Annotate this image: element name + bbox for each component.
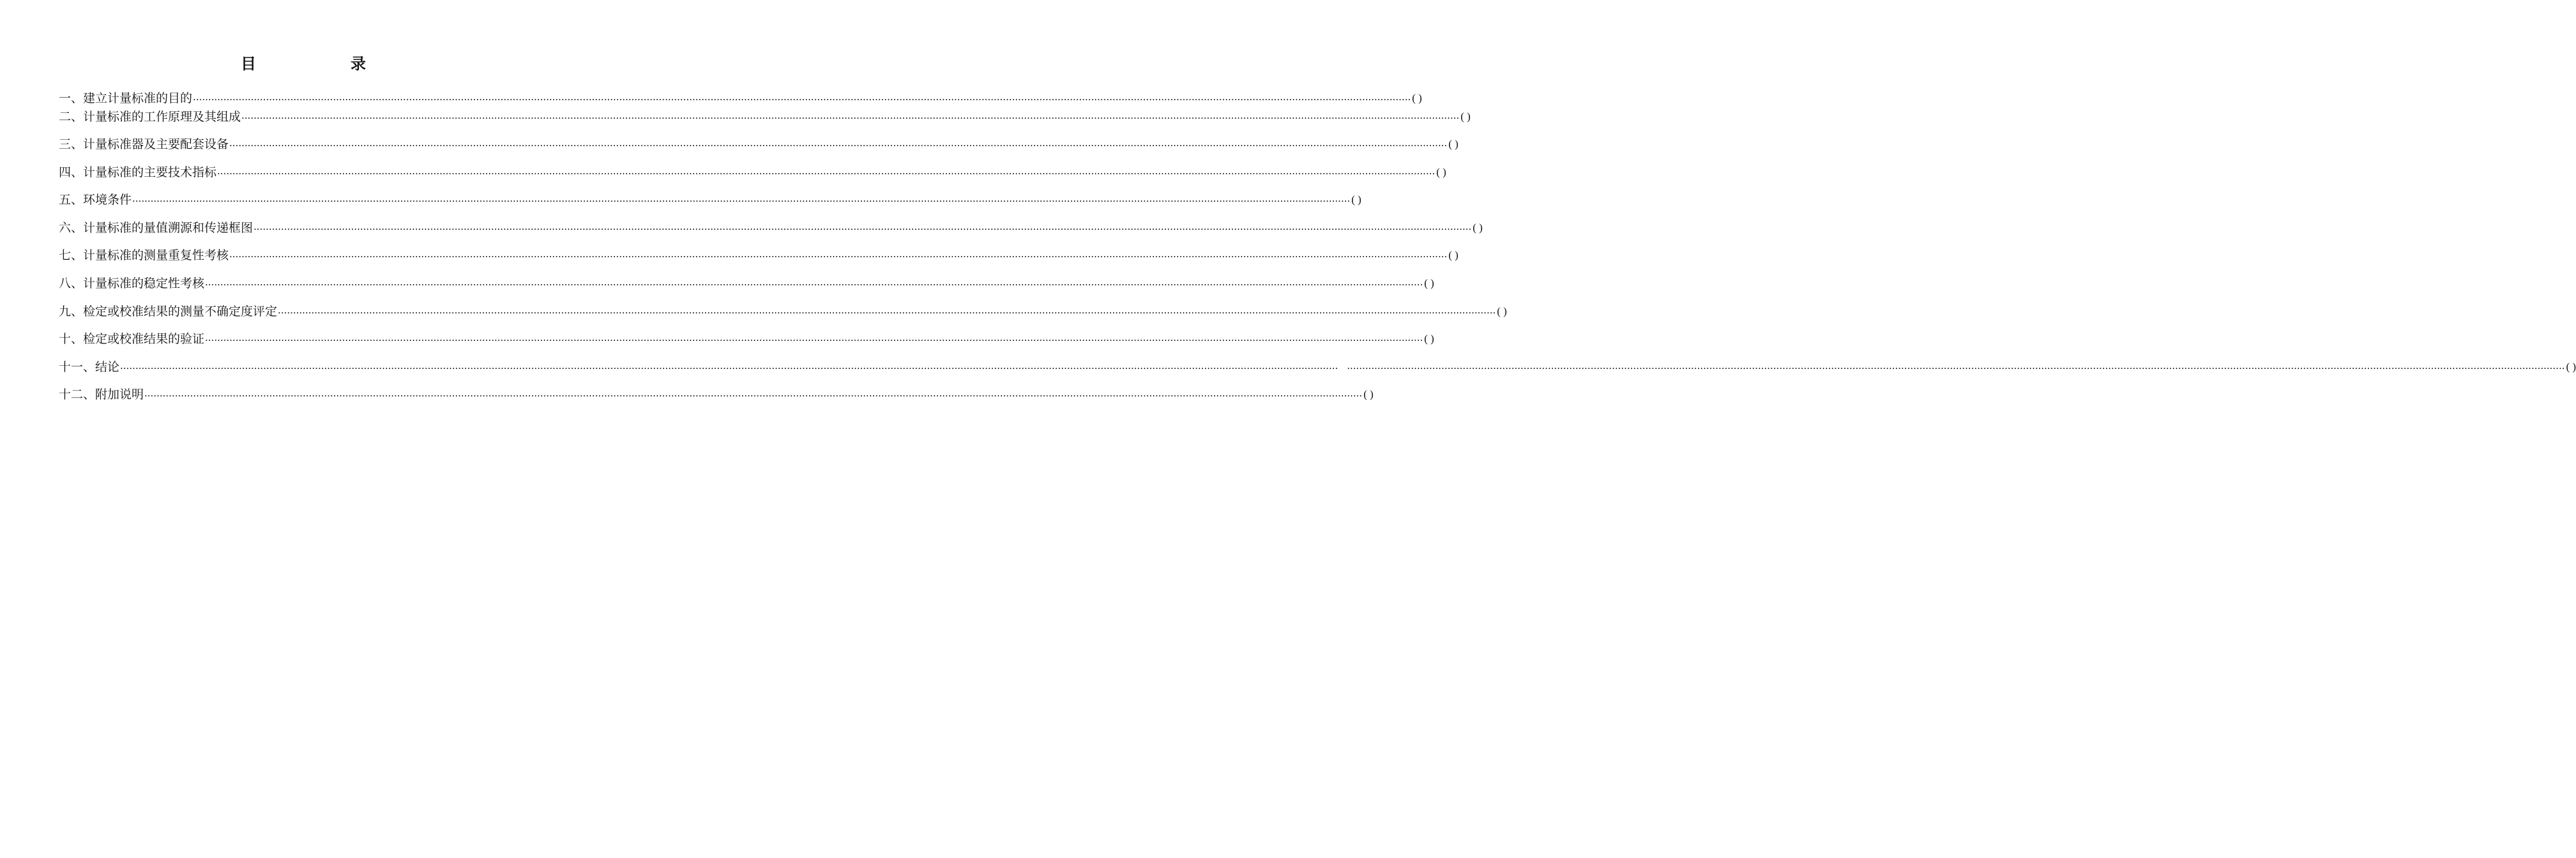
toc-entry-page: ( )	[1436, 166, 1446, 178]
dot-leader: ················································································································································································································································································································································································································	[229, 140, 1448, 151]
toc-entry	[59, 386, 1374, 403]
dot-leader: ················································································································································································································································································································································································································	[229, 251, 1448, 262]
page-title: 目 录	[241, 55, 405, 73]
dot-leader-segment: ················································································································································································································································································································································································································	[120, 363, 1338, 374]
toc-entry-label: 五、环境条件	[59, 193, 132, 207]
toc-entry-label: 十一、结论	[59, 360, 120, 374]
toc-entry	[59, 359, 2576, 375]
dot-leader: ················································································································································································································································································································································································································	[205, 335, 1423, 346]
toc-entry-label: 三、计量标准器及主要配套设备	[59, 137, 229, 151]
toc-entry-label: 四、计量标准的主要技术指标	[59, 165, 217, 179]
toc-entry	[59, 331, 1434, 347]
dot-leader: ················································································································································································································································································································································································································	[132, 195, 1351, 207]
toc-entry-label: 九、检定或校准结果的测量不确定度评定	[59, 305, 278, 319]
toc-entry-page: ( )	[1497, 305, 1507, 317]
dot-leader: ················································································································································································································································································································································································································	[205, 279, 1423, 290]
toc-entry-page: ( )	[1424, 333, 1434, 345]
toc-entry	[59, 247, 1458, 264]
toc-entry-page: ( )	[1448, 249, 1458, 261]
toc-entry-page: ( )	[1412, 92, 1422, 104]
dot-leader: ················································································································································································································································································································································································································	[144, 390, 1363, 402]
toc-entry-page: ( )	[1448, 138, 1458, 150]
toc-entry	[59, 192, 1361, 208]
dot-leader: ················································································································································································································································································································································································································	[241, 112, 1460, 124]
dot-leader: ················································································································································································································································································································································································································	[217, 168, 1436, 179]
toc-entry	[59, 220, 1483, 236]
toc-entry-page: ( )	[1351, 193, 1361, 206]
dot-leader	[120, 361, 2565, 375]
toc-entry	[59, 136, 1458, 153]
toc-entry-page: ( )	[1424, 277, 1434, 289]
toc-entry-label: 十二、附加说明	[59, 388, 144, 402]
toc-entry	[59, 90, 1422, 107]
toc-entry-label: 十、检定或校准结果的验证	[59, 332, 205, 346]
dot-leader: ················································································································································································································································································································································································································	[193, 94, 1411, 105]
toc-entry-page: ( )	[1363, 388, 1374, 400]
toc-entry-page: ( )	[2566, 361, 2576, 373]
toc-entry	[59, 275, 1434, 292]
toc-entry-label: 八、计量标准的稳定性考核	[59, 276, 205, 290]
toc-entry-page: ( )	[1460, 110, 1471, 123]
dot-leader-segment: ················································································································································································································································································································································································································	[1347, 363, 2565, 374]
dot-leader: ················································································································································································································································································································································································································	[254, 223, 1472, 235]
toc-entry	[59, 109, 1471, 125]
dot-leader: ················································································································································································································································································································································································································	[278, 307, 1496, 319]
toc-entry-label: 一、建立计量标准的目的	[59, 91, 193, 105]
toc-entry-label: 六、计量标准的量值溯源和传递框图	[59, 221, 254, 235]
toc-entry	[59, 164, 1446, 181]
toc-entry	[59, 303, 1507, 320]
toc-entry-page: ( )	[1473, 222, 1483, 234]
toc-entry-label: 二、计量标准的工作原理及其组成	[59, 110, 241, 124]
toc-entry-label: 七、计量标准的测量重复性考核	[59, 248, 229, 262]
